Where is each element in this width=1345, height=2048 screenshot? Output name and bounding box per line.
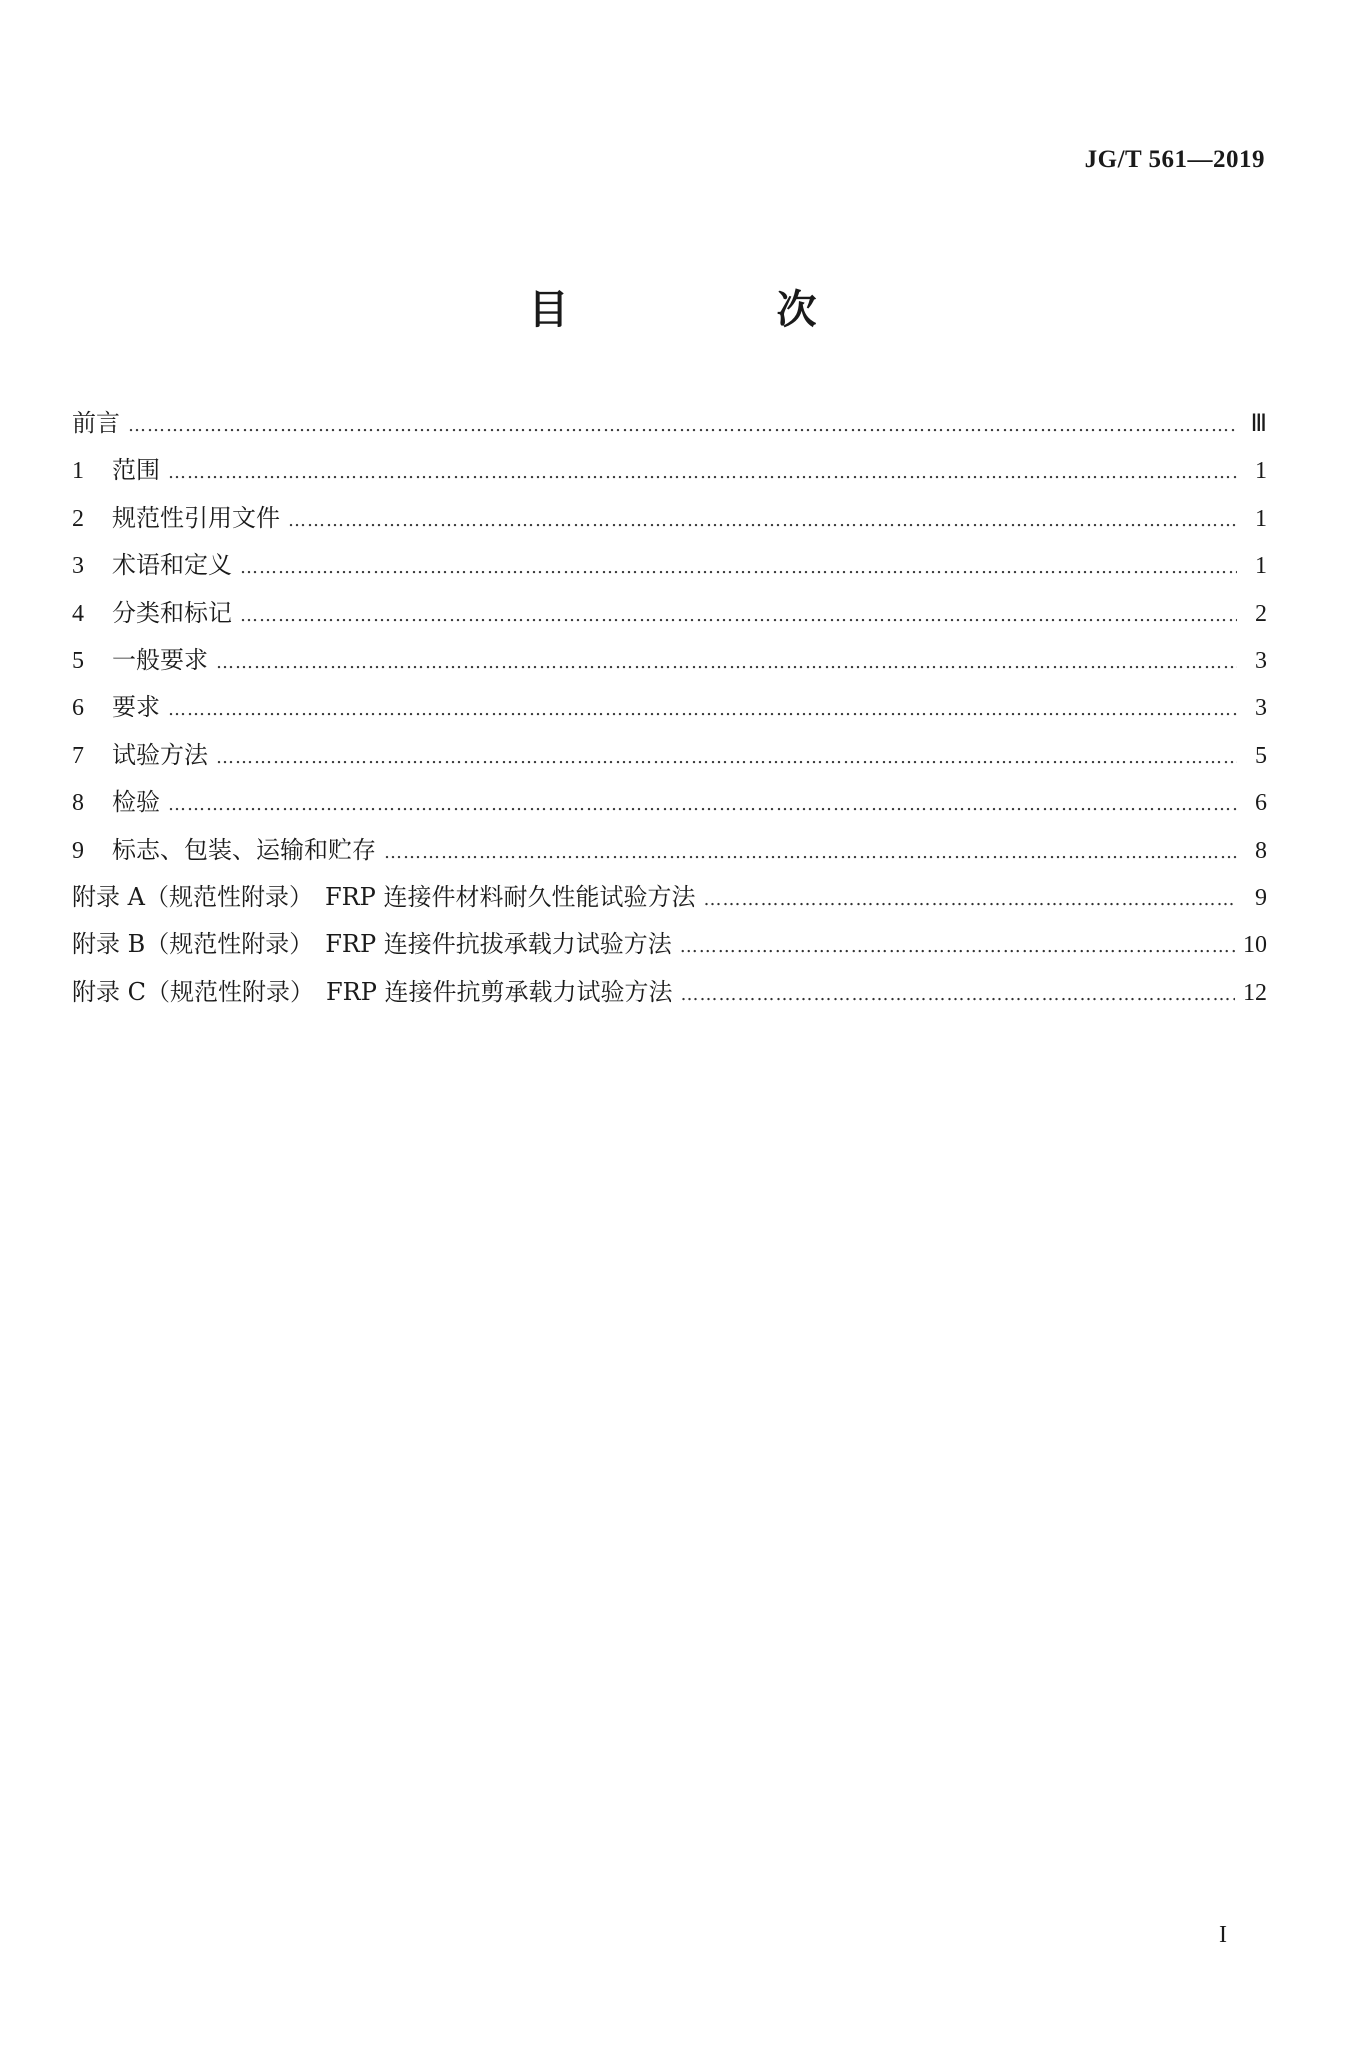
toc-entry-label: 规范性引用文件: [112, 503, 280, 532]
toc-entry-label: 一般要求: [112, 645, 208, 674]
toc-entry-number: 8: [72, 790, 84, 817]
toc-entry-page: Ⅲ: [1250, 411, 1267, 437]
toc-dot-leader: [168, 449, 1237, 496]
toc-dot-leader: [240, 592, 1237, 639]
toc-entry-page: 3: [1255, 647, 1267, 674]
toc-entry-appendix-a[interactable]: [72, 874, 1267, 921]
toc-entry-number: 3: [72, 553, 84, 580]
toc-entry-label: 分类和标记: [112, 598, 232, 627]
toc-dot-leader: [168, 686, 1237, 733]
toc-entry-page: 8: [1255, 837, 1267, 864]
toc-entry-page: 9: [1255, 884, 1267, 911]
toc-entry-8[interactable]: [72, 779, 1267, 826]
toc-dot-leader: [240, 544, 1237, 591]
toc-entry-page: 3: [1255, 695, 1267, 722]
toc-entry-label: 附录 B（规范性附录） FRP 连接件抗拔承载力试验方法: [72, 930, 672, 959]
toc-entry-2[interactable]: [72, 495, 1267, 542]
toc-entry-label: 要求: [112, 693, 160, 722]
toc-dot-leader: [216, 734, 1237, 781]
toc-entry-label: 范围: [112, 456, 160, 485]
toc-entry-number: 6: [72, 695, 84, 722]
toc-entry-7[interactable]: [72, 732, 1267, 779]
toc-entry-page: 1: [1255, 458, 1267, 485]
toc-entry-appendix-b[interactable]: [72, 921, 1267, 968]
toc-entry-number: 5: [72, 647, 84, 674]
toc-entry-foreword[interactable]: [72, 400, 1267, 447]
toc-entry-page: 2: [1255, 600, 1267, 627]
toc-dot-leader: [384, 829, 1237, 876]
toc-entry-page: 1: [1255, 505, 1267, 532]
toc-entry-6[interactable]: [72, 684, 1267, 731]
toc-entry-label: 标志、包装、运输和贮存: [112, 835, 376, 864]
page-title: 目 次: [528, 287, 901, 333]
toc-entry-4[interactable]: [72, 590, 1267, 637]
toc-entry-page: 12: [1243, 979, 1267, 1006]
toc-entry-number: 1: [72, 458, 84, 485]
toc-dot-leader: [216, 639, 1237, 686]
toc-entry-9[interactable]: [72, 827, 1267, 874]
toc-entry-label: 试验方法: [112, 740, 208, 769]
standard-code: JG/T 561—2019: [1084, 146, 1265, 173]
toc-dot-leader: [681, 971, 1236, 1018]
toc-entry-label: 附录 A（规范性附录） FRP 连接件材料耐久性能试验方法: [72, 882, 696, 911]
toc-entry-page: 5: [1255, 742, 1267, 769]
table-of-contents: [72, 400, 1267, 1016]
toc-entry-number: 4: [72, 600, 84, 627]
toc-entry-page: 1: [1255, 553, 1267, 580]
toc-entry-1[interactable]: [72, 447, 1267, 494]
toc-entry-appendix-c[interactable]: [72, 969, 1267, 1016]
toc-entry-label: 附录 C（规范性附录） FRP 连接件抗剪承载力试验方法: [72, 977, 673, 1006]
toc-entry-label: 前言: [72, 409, 120, 437]
toc-dot-leader: [703, 876, 1237, 923]
toc-entry-number: 9: [72, 837, 84, 864]
toc-dot-leader: [288, 497, 1237, 544]
toc-dot-leader: [168, 781, 1237, 828]
page-number: I: [1219, 1922, 1227, 1948]
toc-dot-leader: [128, 402, 1237, 449]
toc-entry-3[interactable]: [72, 542, 1267, 589]
toc-dot-leader: [680, 923, 1235, 970]
toc-entry-page: 10: [1243, 932, 1267, 959]
toc-entry-number: 7: [72, 742, 84, 769]
toc-entry-number: 2: [72, 505, 84, 532]
toc-entry-page: 6: [1255, 790, 1267, 817]
toc-entry-label: 术语和定义: [112, 551, 232, 580]
toc-entry-5[interactable]: [72, 637, 1267, 684]
toc-entry-label: 检验: [112, 788, 160, 817]
